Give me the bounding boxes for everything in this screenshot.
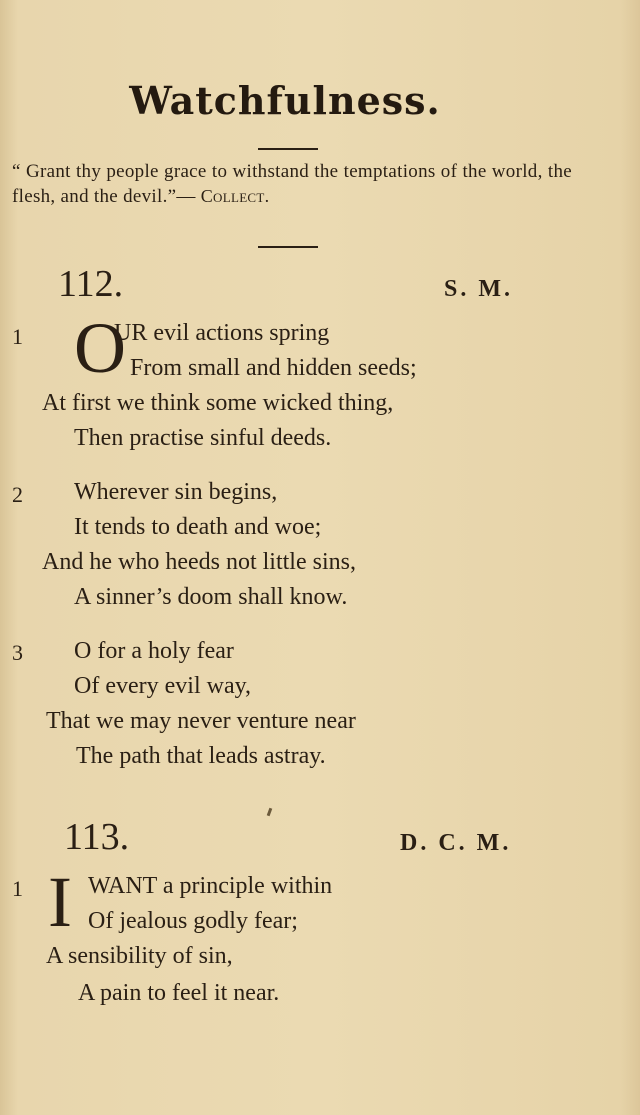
verse-number: 3 bbox=[12, 640, 23, 665]
title-rule bbox=[258, 148, 318, 150]
verse-line: O for a holy fear bbox=[74, 638, 234, 664]
verse-line: It tends to death and woe; bbox=[74, 514, 322, 540]
hymn-number: 112. bbox=[58, 263, 124, 305]
verse-line: A sinner’s doom shall know. bbox=[74, 584, 348, 610]
verse-line: UR evil actions spring bbox=[114, 320, 330, 346]
ink-speck bbox=[267, 808, 273, 817]
verse-line: Wherever sin begins, bbox=[74, 479, 278, 505]
epigraph-source: Collect. bbox=[200, 186, 270, 206]
verse-line: Of every evil way, bbox=[74, 673, 252, 699]
verse-number: 1 bbox=[12, 876, 23, 901]
verse-line: And he who heeds not little sins, bbox=[42, 549, 356, 575]
page-title: Watchfulness. bbox=[129, 78, 441, 123]
verse-number: 1 bbox=[12, 324, 23, 349]
verse-line: WANT a principle within bbox=[88, 873, 333, 899]
verse-line: From small and hidden seeds; bbox=[130, 355, 417, 381]
verse-line: Then practise sinful deeds. bbox=[74, 425, 332, 451]
epigraph-rule bbox=[258, 246, 318, 248]
verse-line: At first we think some wicked thing, bbox=[42, 390, 394, 416]
verse-line: The path that leads astray. bbox=[76, 743, 326, 769]
verse-line: Of jealous godly fear; bbox=[88, 908, 298, 934]
verse-number: 2 bbox=[12, 482, 23, 507]
verse-line: A pain to feel it near. bbox=[78, 980, 280, 1006]
hymn-meter: S. M. bbox=[444, 276, 513, 302]
epigraph bbox=[12, 160, 572, 209]
epigraph-text: “ Grant thy people grace to withstand the temptations of the world, the flesh, and the devil.”— bbox=[12, 161, 572, 207]
verse-line: A sensibility of sin, bbox=[46, 943, 233, 969]
drop-cap: I bbox=[48, 862, 72, 942]
verse-line: That we may never venture near bbox=[46, 708, 356, 734]
hymn-meter: D. C. M. bbox=[400, 830, 512, 856]
hymn-number: 113. bbox=[64, 816, 130, 858]
drop-cap: O bbox=[74, 308, 126, 388]
